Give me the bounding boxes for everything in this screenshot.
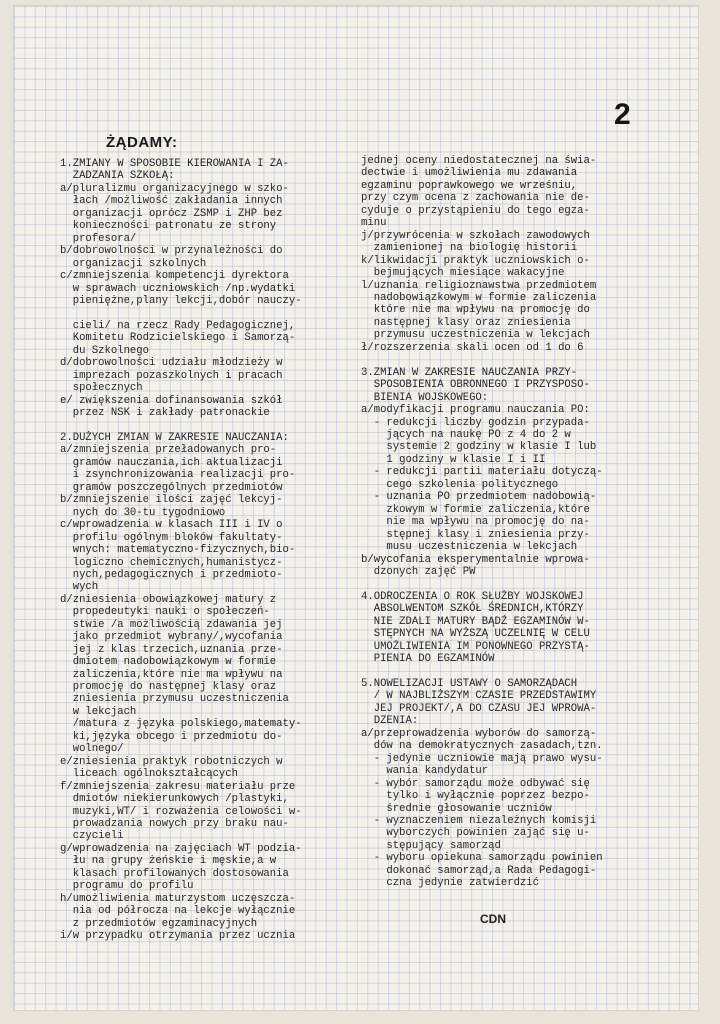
text-line: ki,języka obcego i przedmiotu do- xyxy=(60,730,283,743)
text-line: JEJ PROJEKT/,A DO CZASU JEJ WPROWA- xyxy=(361,702,597,715)
text-line: profilu ogólnym bloków fakultaty- xyxy=(60,531,283,544)
text-line: w lekcjach xyxy=(60,705,137,718)
text-line: g/wprowadzenia na zajęciach WT podzia- xyxy=(60,842,302,855)
text-line: - wyznaczeniem niezależnych komisji xyxy=(361,815,597,828)
text-line: nadobowiązkowym w formie zaliczenia xyxy=(361,291,597,304)
text-line: przy czym ocena z zachowania nie de- xyxy=(361,192,590,205)
text-line: ł/rozszerzenia skali ocen od 1 do 6 xyxy=(361,341,584,354)
text-line: dokonać samorząd,a Rada Pedagogi- xyxy=(361,864,597,877)
text-line xyxy=(361,578,603,590)
text-line: zkowym w formie zaliczenia,które xyxy=(361,503,590,516)
text-line: tylko i wyłącznie poprzez bezpo- xyxy=(361,790,590,803)
text-line: BIENIA WOJSKOWEGO: xyxy=(361,391,489,404)
text-line: prowadzania nowych przy braku nau- xyxy=(60,818,289,831)
text-line: b/dobrowolności w przynależności do xyxy=(60,245,283,258)
text-line: - jedynie uczniowie mają prawo wysu- xyxy=(361,752,603,765)
text-line: następnej klasy oraz zniesienia xyxy=(361,316,571,329)
text-line: średnie głosowanie uczniów xyxy=(361,802,552,815)
text-line: 3.ZMIAN W ZAKRESIE NAUCZANIA PRZY- xyxy=(361,366,578,379)
text-line: 2.DUŻYCH ZMIAN W ZAKRESIE NAUCZANIA: xyxy=(60,431,289,444)
text-line: jako przedmiot wybrany/,wycofania xyxy=(60,631,283,644)
text-line: promocję do następnej klasy oraz xyxy=(60,681,277,694)
text-line: liceach ogólnokształcących xyxy=(60,768,239,781)
text-line: gramów poszczególnych przedmiotów xyxy=(60,481,283,494)
text-line: du Szkolnego xyxy=(60,344,150,357)
text-line: /matura z języka polskiego,matematy- xyxy=(60,718,302,731)
text-line: k/likwidacji praktyk uczniowskich o- xyxy=(361,254,590,267)
text-line: przez NSK i zakłady patronackie xyxy=(60,407,270,420)
text-line: d/dobrowolności udziału młodzieży w xyxy=(60,357,283,370)
text-line: i zsynchronizowania realizacji pro- xyxy=(60,469,296,482)
text-line: organizacji szkolnych xyxy=(60,257,207,270)
text-line: c/wprowadzenia w klasach III i IV o xyxy=(60,519,283,532)
text-line: i/w przypadku otrzymania przez ucznia xyxy=(60,930,296,943)
text-line: cieli/ na rzecz Rady Pedagogicznej, xyxy=(60,319,296,332)
text-line: przymusu uczestniczenia w lekcjach xyxy=(361,329,590,342)
text-line: stępnej klasy i zniesienia przy- xyxy=(361,528,590,541)
text-line: bejmujących miesiące wakacyjne xyxy=(361,267,565,280)
text-line: z przedmiotów egzaminacyjnych xyxy=(60,917,258,930)
text-line: 1 godziny w klasie I i II xyxy=(361,453,546,466)
text-line: które nie ma wpływu na promocję do xyxy=(361,304,590,317)
text-line: dów na demokratycznych zasadach,tzn. xyxy=(361,740,603,753)
text-line: gramów nauczania,ich aktualizacji xyxy=(60,456,283,469)
text-line: ABSOLWENTOM SZKÓŁ ŚREDNICH,KTÓRZY xyxy=(361,603,584,616)
continued-footer: CDN xyxy=(480,912,506,926)
text-line: jej z klas trzecich,uznania prze- xyxy=(60,643,283,656)
text-line: - wyboru opiekuna samorządu powinien xyxy=(361,852,603,865)
text-line: 4.ODROCZENIA O ROK SŁUŻBY WOJSKOWEJ xyxy=(361,590,584,603)
text-line: 1.ZMIANY W SPOSOBIE KIEROWANIA I ZA- xyxy=(60,158,289,170)
text-line: PIENIA DO EGZAMINÓW xyxy=(361,653,495,666)
text-line: a/pluralizmu organizacyjnego w szko- xyxy=(60,182,289,195)
text-line xyxy=(60,420,302,432)
text-line: a/modyfikacji programu nauczania PO: xyxy=(361,404,590,417)
text-line: - wybór samorządu może odbywać się xyxy=(361,777,590,790)
text-line: egzaminu poprawkowego we wrześniu, xyxy=(361,179,578,192)
text-line: propedeutyki nauki o społeczeń- xyxy=(60,606,270,619)
text-line: 5.NOWELIZACJI USTAWY O SAMORZĄDACH xyxy=(361,678,578,691)
text-line: wania kandydatur xyxy=(361,765,489,778)
text-line: wyborczych powinien zająć się u- xyxy=(361,827,590,840)
text-line: nych do 30-tu tygodniowo xyxy=(60,506,226,519)
text-line: e/zniesienia praktyk robotniczych w xyxy=(60,755,283,768)
text-line: STĘPNYCH NA WYŻSZĄ UCZELNIĘ W CELU xyxy=(361,628,590,641)
text-line xyxy=(361,354,603,366)
text-line: dmiotów niekierunkowych /plastyki, xyxy=(60,793,289,806)
text-line: / W NAJBLIŻSZYM CZASIE PRZEDSTAWIMY xyxy=(361,690,597,703)
text-line: b/wycofania eksperymentalnie wprowa- xyxy=(361,553,590,566)
text-line: f/zmniejszenia zakresu materiału prze xyxy=(60,780,296,793)
text-line: nia od półrocza na lekcje wyłącznie xyxy=(60,905,296,918)
page-heading: ŻĄDAMY: xyxy=(106,134,178,151)
text-line: jących na naukę PO z 4 do 2 w xyxy=(361,428,571,441)
text-line: w sprawach uczniowskich /np.wydatki xyxy=(60,282,296,295)
text-line: musu uczestniczenia w lekcjach xyxy=(361,541,578,554)
text-line: zniesienia przymusu uczestniczenia xyxy=(60,693,289,706)
text-line: dectwie i umożliwienia mu zdawania xyxy=(361,167,578,180)
text-line: muzyki,WT/ i rozważenia celowości w- xyxy=(60,805,302,818)
text-line: l/uznania religioznawstwa przedmiotem xyxy=(361,279,597,292)
text-line: wolnego/ xyxy=(60,743,124,756)
text-line: konieczności patronatu ze strony xyxy=(60,220,277,233)
text-line: a/przeprowadzenia wyborów do samorzą- xyxy=(361,727,597,740)
text-line: dzonych zajęć PW xyxy=(361,565,476,578)
text-line: jednej oceny niedostatecznej na świa- xyxy=(361,155,597,167)
text-line xyxy=(361,666,603,678)
text-line: wych xyxy=(60,581,99,594)
text-line: nych,pedagogicznych i przedmioto- xyxy=(60,568,283,581)
text-line: NIE ZDALI MATURY BĄDŹ EGZAMINÓW W- xyxy=(361,615,590,628)
text-line: UMOŻLIWIENIA IM PONOWNEGO PRZYSTĄ- xyxy=(361,640,590,653)
text-line: e/ zwiększenia dofinansowania szkół xyxy=(60,394,283,407)
text-line: c/zmniejszenia kompetencji dyrektora xyxy=(60,270,289,283)
document-page xyxy=(14,6,698,1010)
text-line: łach /możliwość zakładania innych xyxy=(60,195,283,208)
text-line: a/zmniejszenia przeładowanych pro- xyxy=(60,444,277,457)
text-line: nie ma wpływu na promocję do na- xyxy=(361,516,590,529)
text-line: imprezach pozaszkolnych i pracach xyxy=(60,369,283,382)
text-line: - uznania PO przedmiotem nadobowią- xyxy=(361,491,597,504)
text-line: organizacji oprócz ZSMP i ZHP bez xyxy=(60,207,283,220)
text-line: czna jedynie zatwierdzić xyxy=(361,877,540,890)
text-line: h/umożliwienia maturzystom uczęszcza- xyxy=(60,892,296,905)
text-line: stwie /a możliwością zdawania jej xyxy=(60,618,283,631)
text-line: b/zmniejszenie ilości zajęć lekcyj- xyxy=(60,494,283,507)
page-number: 2 xyxy=(614,98,631,131)
text-line xyxy=(60,307,302,319)
text-line: cego szkolenia politycznego xyxy=(361,478,559,491)
text-line: logiczno chemicznych,humanistycz- xyxy=(60,556,283,569)
right-text-column xyxy=(361,155,603,890)
text-line: systemie 2 godziny w klasie I lub xyxy=(361,441,597,454)
text-line: zaliczenia,które nie ma wpływu na xyxy=(60,668,283,681)
text-line: SPOSOBIENIA OBRONNEGO I PRZYSPOSO- xyxy=(361,379,590,392)
text-line: zamienionej na biologię historii xyxy=(361,242,578,255)
text-line: dmiotem nadobowiązkowym w formie xyxy=(60,656,277,669)
text-line: j/przywrócenia w szkołach zawodowych xyxy=(361,229,590,242)
text-line: wnych: matematyczno-fizycznych,bio- xyxy=(60,544,296,557)
left-text-column xyxy=(60,158,302,943)
text-line: profesora/ xyxy=(60,232,137,245)
text-line: programu do profilu xyxy=(60,880,194,893)
text-line: Komitetu Rodzicielskiego i Samorzą- xyxy=(60,332,296,345)
text-line: - redukcji liczby godzin przypada- xyxy=(361,416,590,429)
text-line: stępujący samorząd xyxy=(361,839,501,852)
text-line: społecznych xyxy=(60,382,143,395)
text-line: minu xyxy=(361,217,387,230)
text-line: ZADZANIA SZKOŁĄ: xyxy=(60,170,175,183)
text-line: cyduje o przystąpieniu do tego egza- xyxy=(361,204,590,217)
text-line: łu na grupy żeńskie i męskie,a w xyxy=(60,855,277,868)
text-line: pieniężne,plany lekcji,dobór nauczy- xyxy=(60,294,302,307)
text-line: DZENIA: xyxy=(361,715,419,728)
text-line: d/zniesienia obowiązkowej matury z xyxy=(60,593,277,606)
text-line: - redukcji partii materiału dotyczą- xyxy=(361,466,603,479)
text-line: klasach profilowanych dostosowania xyxy=(60,867,289,880)
text-line: czycieli xyxy=(60,830,124,843)
